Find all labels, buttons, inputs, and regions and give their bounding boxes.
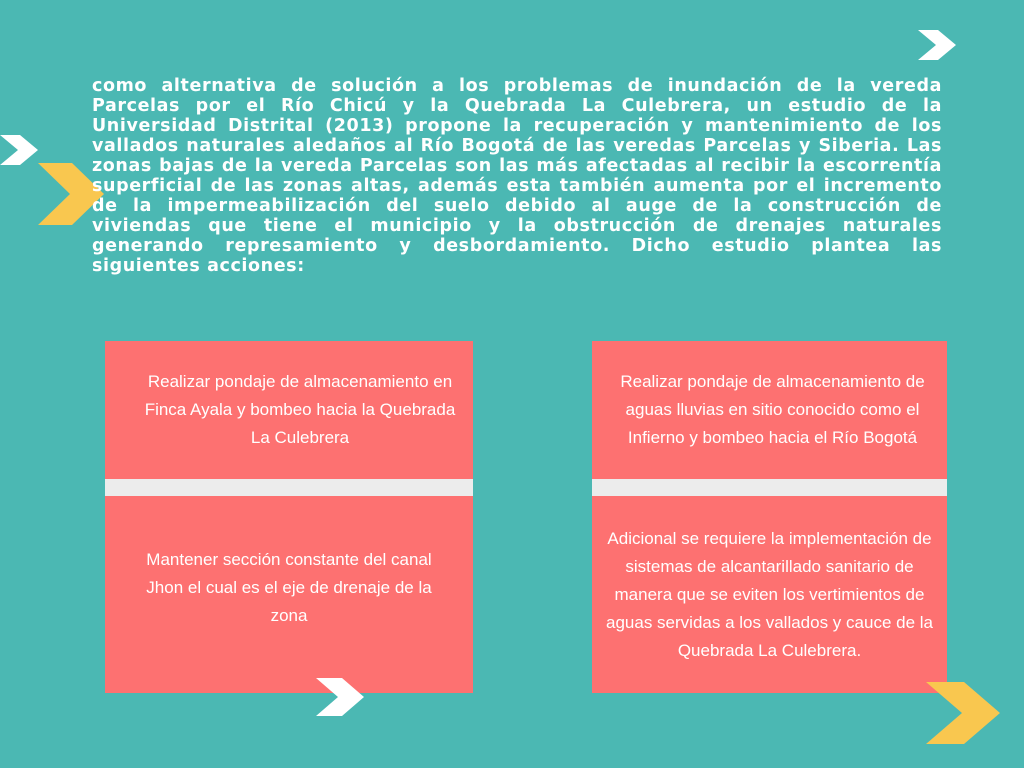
action-text-right-top: Realizar pondaje de almacenamiento de aguas lluvias en sitio conocido como el Infierno y bombeo hacia el Río Bogotá	[620, 372, 925, 447]
action-text-left-top: Realizar pondaje de almacenamiento en Finca Ayala y bombeo hacia la Quebrada La Culebrera	[144, 372, 456, 447]
chevron-white-bottom-icon	[316, 678, 364, 716]
action-card-left-top	[105, 341, 473, 479]
card-divider-right	[592, 479, 947, 496]
intro-paragraph: como alternativa de solución a los problemas de inundación de la vereda Parcelas por el Río Chicú y la Quebrada La Culebrera, un estudio de la Universidad Distrital (2013) propone la recuperación y mantenimiento de los vallados naturales aledaños al Río Bogotá de las veredas Parcelas y Siberia. Las zonas bajas de la vereda Parcelas son las más afectadas al recibir la escorrentía superficial de las zonas altas, además esta también aumenta por el incremento de la impermeabilización del suelo debido al auge de la construcción de viviendas que tiene el municipio y la obstrucción de drenajes naturales generando represamiento y desbordamiento. Dicho estudio plantea las siguientes acciones:	[92, 76, 942, 276]
action-card-right-top	[592, 341, 947, 479]
action-card-left-bottom	[105, 496, 473, 693]
chevron-yellow-bottom-right-icon	[926, 682, 1000, 744]
action-text-right-bottom: Adicional se requiere la implementación de sistemas de alcantarillado sanitario de manera que se eviten los vertimientos de aguas servidas a los vallados y cauce de la Quebrada La Culebrera.	[606, 528, 933, 660]
chevron-white-left-icon	[0, 135, 38, 165]
chevron-white-top-right-icon	[918, 30, 956, 60]
action-text-left-bottom: Mantener sección constante del canal Jhon el cual es el eje de drenaje de la zona	[146, 549, 432, 625]
card-divider-left	[105, 479, 473, 496]
action-card-right-bottom	[592, 496, 947, 693]
